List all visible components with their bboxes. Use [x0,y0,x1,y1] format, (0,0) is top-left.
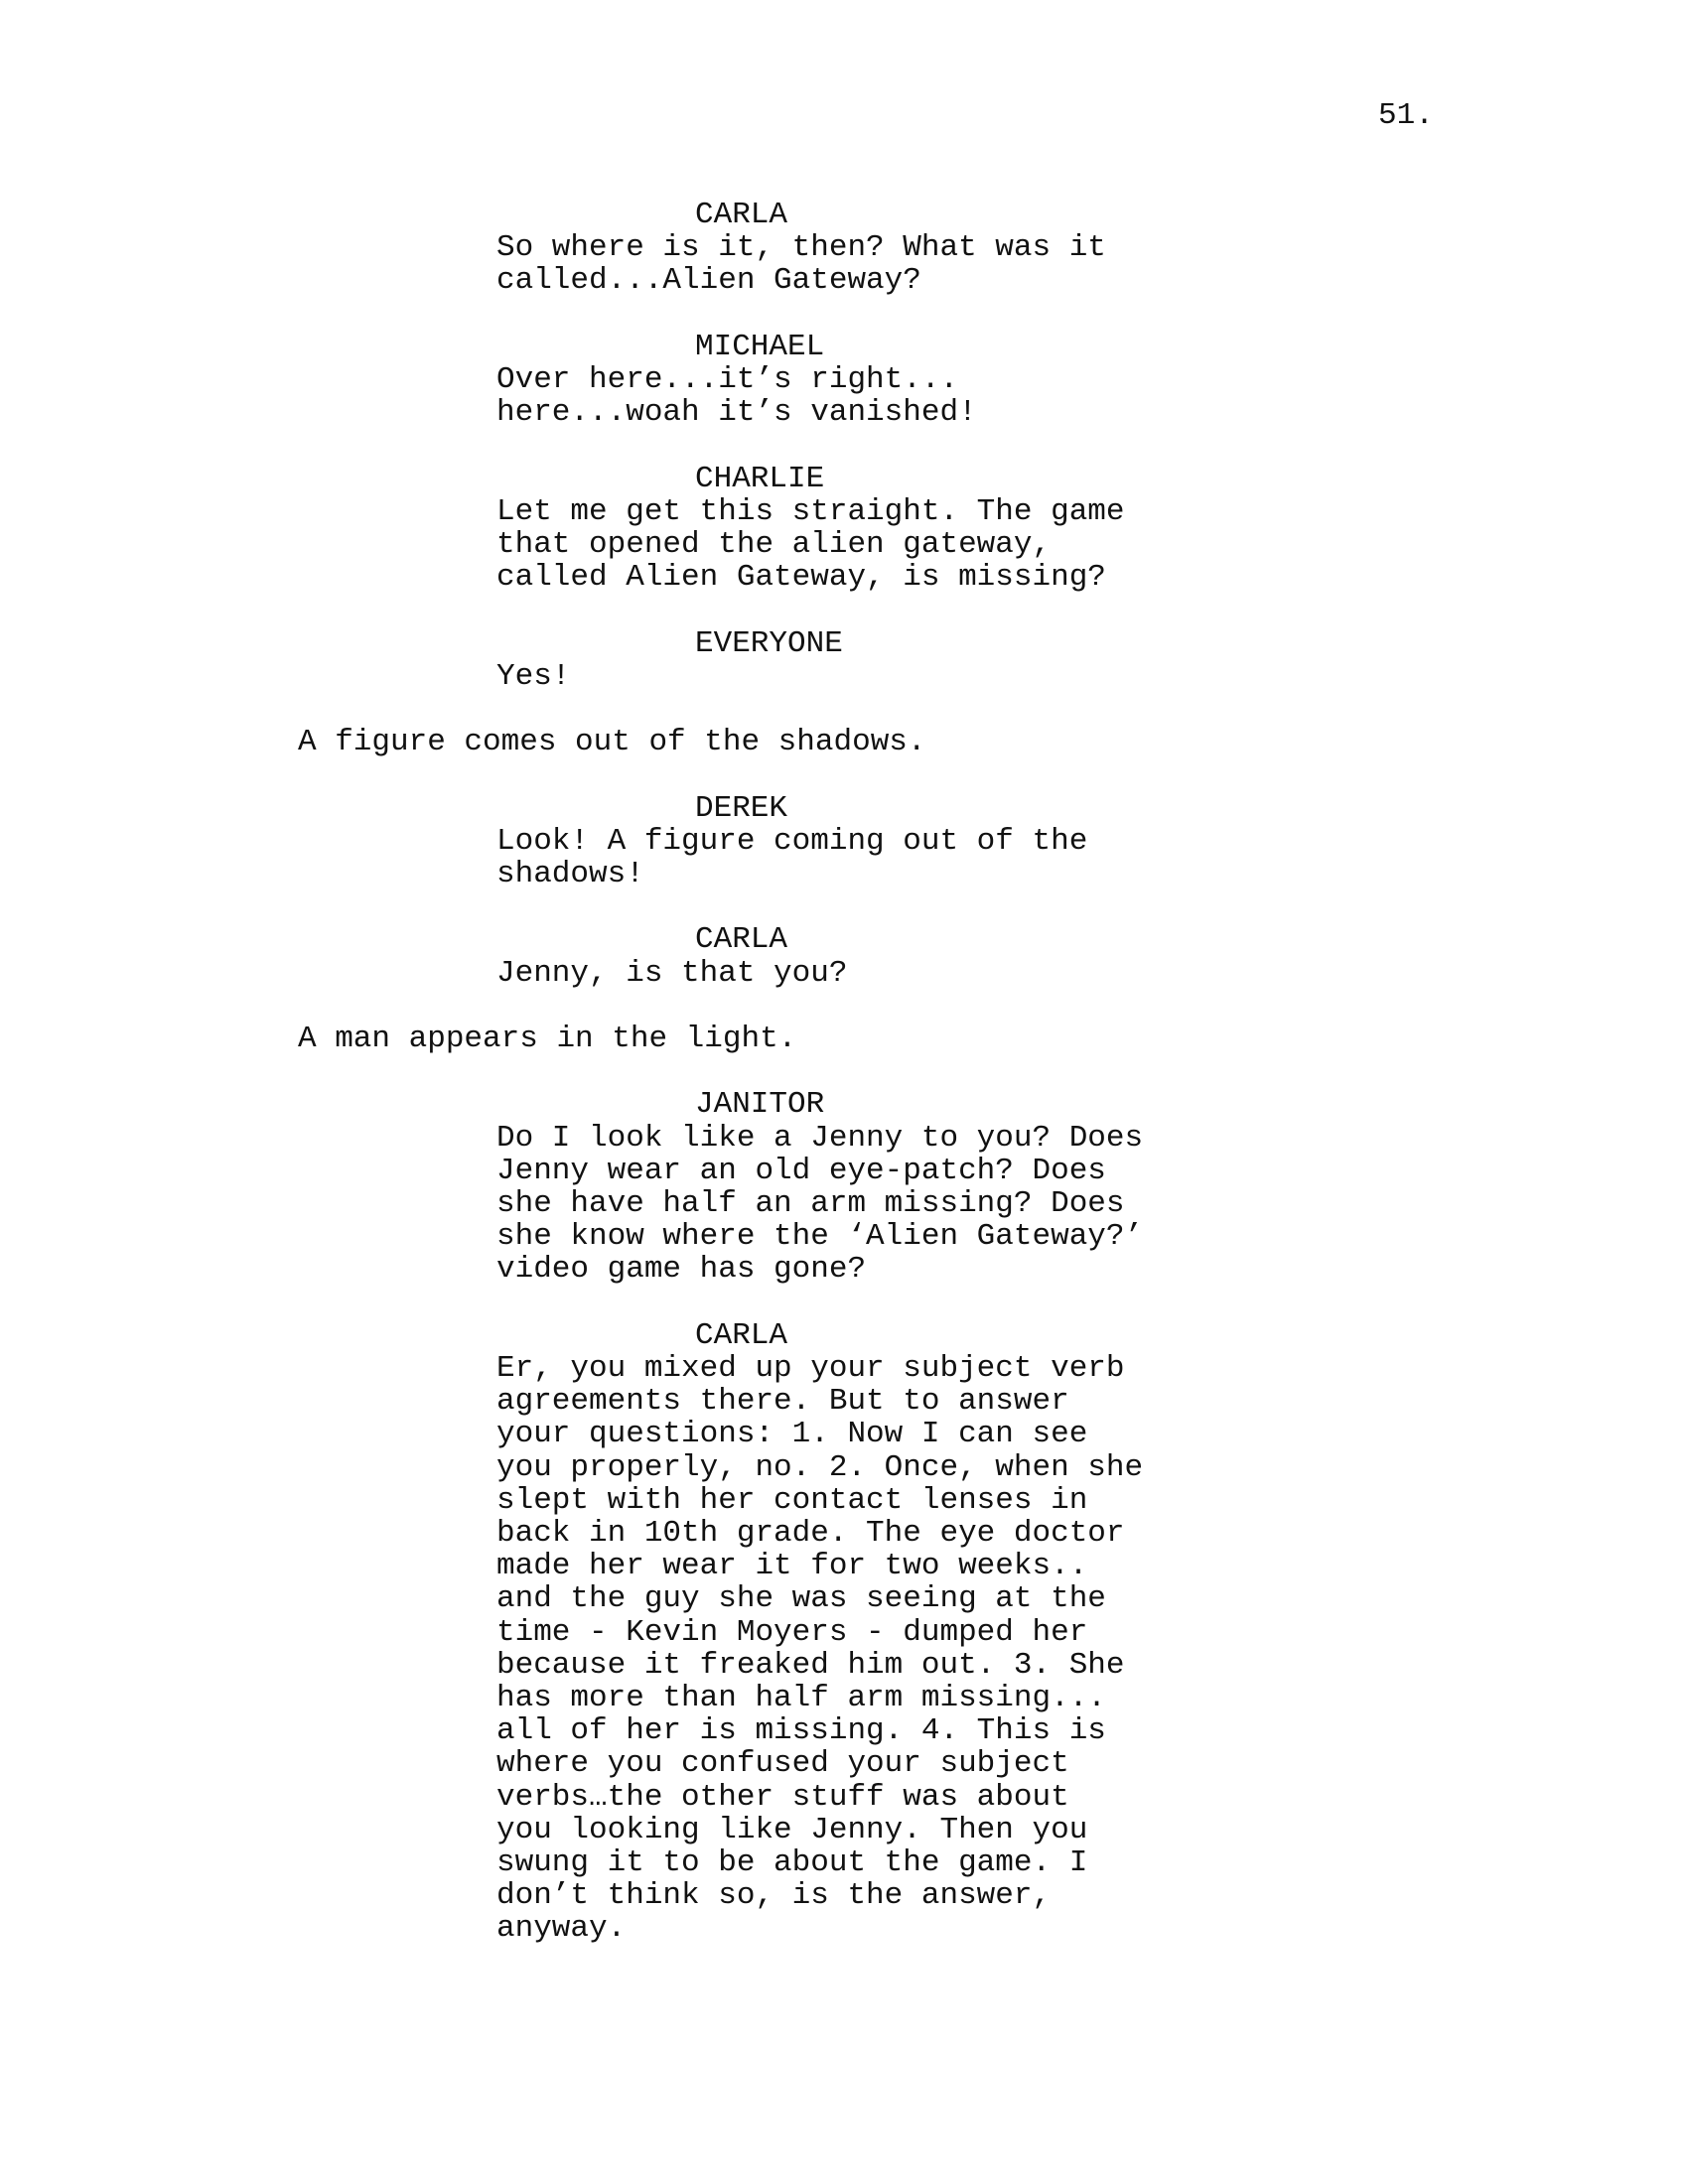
dialogue-line: she have half an arm missing? Does [496,1185,1125,1221]
dialogue-block [0,463,1688,595]
dialogue-line: agreements there. But to answer [496,1384,1069,1420]
dialogue-line: Yes! [496,658,571,694]
dialogue-line: swung it to be about the game. I [496,1845,1088,1881]
character-name: CARLA [695,922,788,958]
page-number: 51. [1378,98,1434,133]
action-line: A man appears in the light. [298,1021,797,1056]
dialogue-block [0,331,1688,430]
dialogue-line: don’t think so, is the answer, [496,1878,1052,1914]
dialogue-block [0,792,1688,891]
dialogue-text [496,957,1192,990]
dialogue-line: Over here...it’s right... [496,362,959,397]
dialogue-line: Let me get this straight. The game [496,493,1125,529]
dialogue-block [0,923,1688,989]
script-body [0,199,1688,1946]
dialogue-text [496,495,1192,595]
dialogue-line: called Alien Gateway, is missing? [496,560,1106,596]
character-name: CHARLIE [695,461,825,496]
dialogue-text [496,660,1192,693]
dialogue-text [496,825,1192,890]
dialogue-block [0,1088,1688,1286]
dialogue-line: made her wear it for two weeks.. [496,1549,1088,1584]
dialogue-line: that opened the alien gateway, [496,527,1052,562]
dialogue-line: anyway. [496,1911,627,1947]
dialogue-line: verbs…the other stuff was about [496,1779,1069,1815]
dialogue-line: all of her is missing. 4. This is [496,1713,1106,1749]
character-name: JANITOR [695,1087,825,1123]
character-name: CARLA [695,198,788,232]
dialogue-text [496,1122,1192,1287]
dialogue-line: and the guy she was seeing at the [496,1581,1106,1617]
dialogue-line: where you confused your subject [496,1746,1069,1782]
dialogue-text [496,1352,1192,1946]
dialogue-line: shadows! [496,856,644,891]
dialogue-line: Er, you mixed up your subject verb [496,1350,1125,1386]
dialogue-line: Jenny wear an old eye-patch? Does [496,1153,1106,1188]
dialogue-text [496,363,1192,429]
character-name: DEREK [695,790,788,826]
dialogue-line: you properly, no. 2. Once, when she [496,1449,1144,1485]
dialogue-block [0,1319,1688,1946]
dialogue-line: back in 10th grade. The eye doctor [496,1515,1125,1551]
dialogue-line: Do I look like a Jenny to you? Does [496,1120,1144,1156]
action-line: A figure comes out of the shadows. [298,725,926,760]
dialogue-line: because it freaked him out. 3. She [496,1647,1125,1683]
dialogue-line: Jenny, is that you? [496,955,848,991]
dialogue-line: time - Kevin Moyers - dumped her [496,1614,1088,1650]
dialogue-line: she know where the ‘Alien Gateway?’ [496,1219,1144,1255]
action-block [0,726,1688,758]
action-block [0,1023,1688,1055]
dialogue-line: has more than half arm missing... [496,1681,1106,1715]
character-name: MICHAEL [695,329,825,364]
dialogue-line: So where is it, then? What was it [496,230,1106,266]
dialogue-line: here...woah it’s vanished! [496,395,977,431]
dialogue-line: your questions: 1. Now I can see [496,1417,1088,1452]
dialogue-line: you looking like Jenny. Then you [496,1812,1088,1847]
dialogue-line: video game has gone? [496,1252,867,1288]
dialogue-line: called...Alien Gateway? [496,263,921,299]
dialogue-block [0,199,1688,298]
dialogue-text [496,231,1192,297]
character-name: CARLA [695,1317,788,1353]
dialogue-block [0,627,1688,693]
dialogue-line: slept with her contact lenses in [496,1482,1088,1518]
dialogue-line: Look! A figure coming out of the [496,823,1088,859]
character-name: EVERYONE [695,625,843,661]
